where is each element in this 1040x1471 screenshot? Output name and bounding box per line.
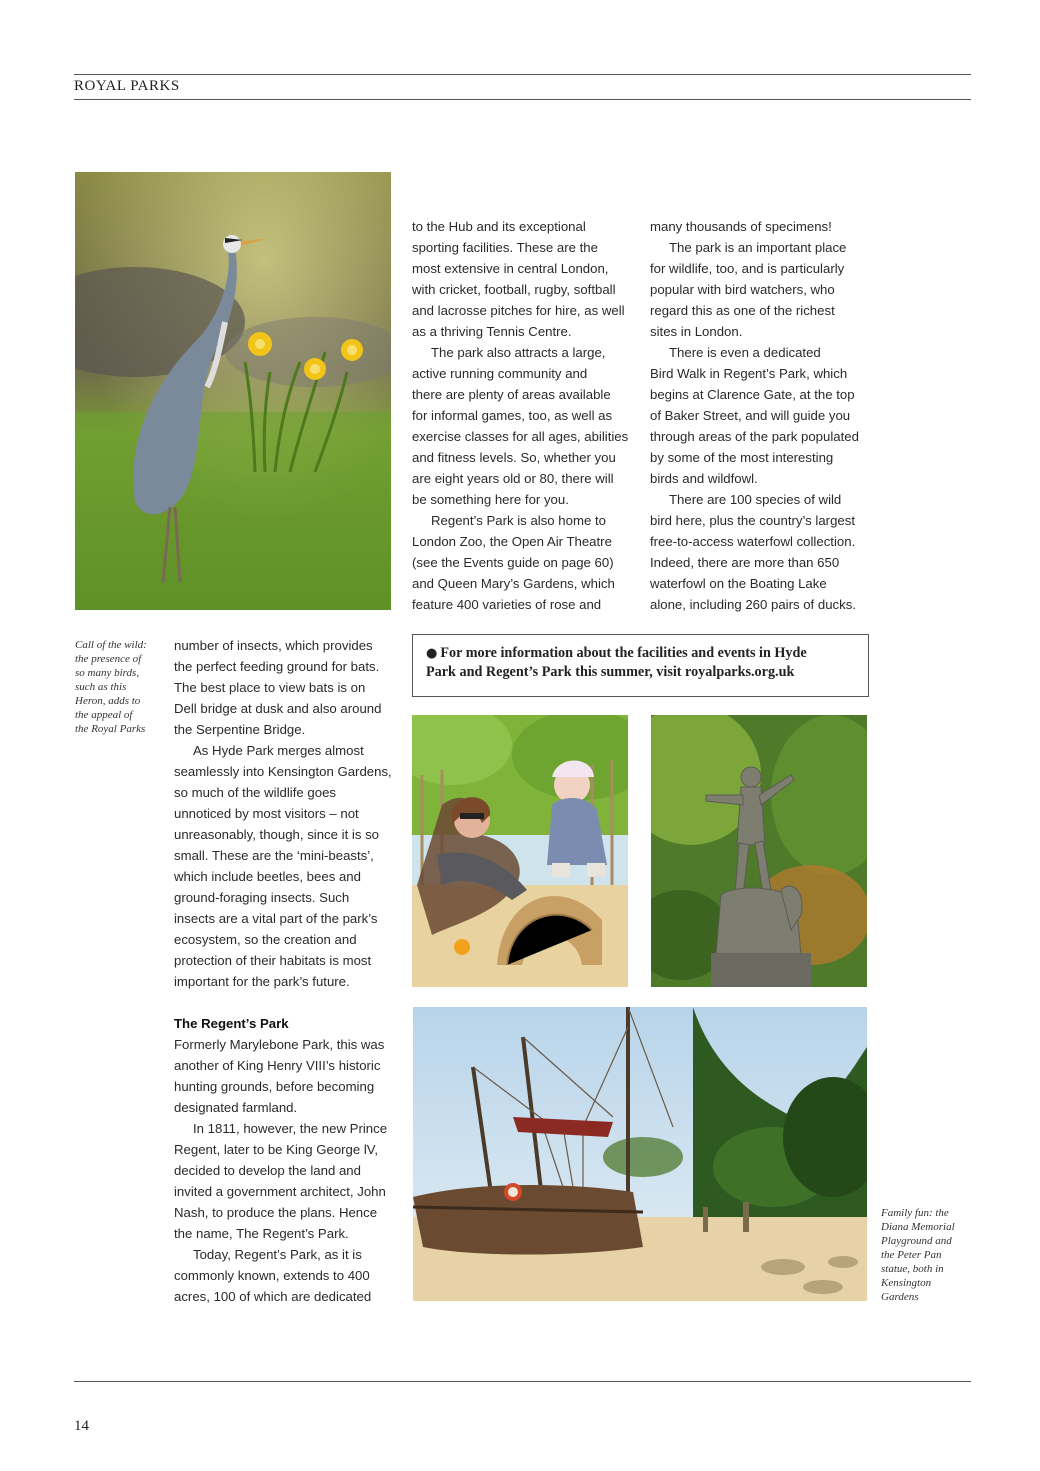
pirate-ship-playground-photo [413, 1007, 867, 1301]
info-box: ● For more information about the facilities and events in Hyde Park and Regent’s Park this summer, visit royalparks.org.uk [412, 634, 869, 697]
header-top-rule [74, 74, 971, 75]
paragraph: The park also attracts a large, active running community and there are plenty of areas available for informal games, too, as well as exercise classes for all ages, abilities and fitness levels. So, whether you are eight years old or 80, there will be something here for you. [412, 345, 629, 507]
paragraph: Today, Regent’s Park, as it is commonly known, extends to 400 acres, 100 of which are dedicated [174, 1247, 372, 1304]
header-bottom-rule [74, 99, 971, 100]
paragraph: many thousands of specimens! [650, 219, 832, 234]
paragraph: Regent’s Park is also home to London Zoo, the Open Air Theatre (see the Events guide on page 60) and Queen Mary’s Gardens, which feature 400 varieties of rose and [412, 513, 615, 612]
paragraph: number of insects, which provides the perfect feeding ground for bats. The best place to view bats is on Dell bridge at dusk and also around the Serpentine Bridge. [174, 638, 382, 737]
heron-photo [75, 172, 391, 610]
heron-caption: Call of the wild: the presence of so many birds, such as this Heron, adds to the appeal of the Royal Parks [75, 639, 147, 735]
paragraph: There is even a dedicated Bird Walk in Regent’s Park, which begins at Clarence Gate, at the top of Baker Street, and will guide you through areas of the park populated by some of the most interesting birds and wildfowl. [650, 345, 859, 486]
paragraph: Formerly Marylebone Park, this was another of King Henry VIII’s historic hunting grounds, before becoming designated farmland. [174, 1037, 385, 1115]
playground-sandpit-photo [412, 715, 628, 987]
article-column-middle [412, 216, 637, 615]
paragraph: As Hyde Park merges almost seamlessly into Kensington Gardens, so much of the wildlife goes unnoticed by most visitors – not unreasonably, though, since it is so small. These are the ‘mini-beasts’, which include beetles, bees and ground-foraging insects. Such insects are a vital part of the park’s ecosystem, so the creation and protection of their habitats is most important for the park’s future. [174, 743, 392, 989]
paragraph: The park is an important place for wildlife, too, and is particularly popular with bird watchers, who regard this as one of the richest sites in London. [650, 240, 847, 339]
article-column-left [174, 635, 399, 1307]
article-column-right [650, 216, 875, 615]
bullet-icon: ● [426, 646, 438, 661]
family-caption: Family fun: the Diana Memorial Playground and the Peter Pan statue, both in Kensington Gardens [881, 1207, 955, 1303]
section-title: ROYAL PARKS [74, 78, 180, 94]
page-number: 14 [74, 1418, 89, 1434]
paragraph: There are 100 species of wild bird here, plus the country’s largest free-to-access waterfowl collection. Indeed, there are more than 650 waterfowl on the Boating Lake alone, including 260 pairs of ducks. [650, 492, 857, 612]
footer-rule [74, 1381, 971, 1382]
peter-pan-statue-photo [651, 715, 867, 987]
paragraph: In 1811, however, the new Prince Regent, later to be King George lV, decided to develop the land and invited a government architect, John Nash, to produce the plans. Hence the name, The Regent’s Park. [174, 1121, 388, 1241]
subheading-regents-park: The Regent’s Park [174, 1016, 289, 1031]
paragraph: to the Hub and its exceptional sporting facilities. These are the most extensive in central London, with cricket, football, rugby, softball and lacrosse pitches for hire, as well as a thriving Tennis Centre. [412, 219, 625, 339]
